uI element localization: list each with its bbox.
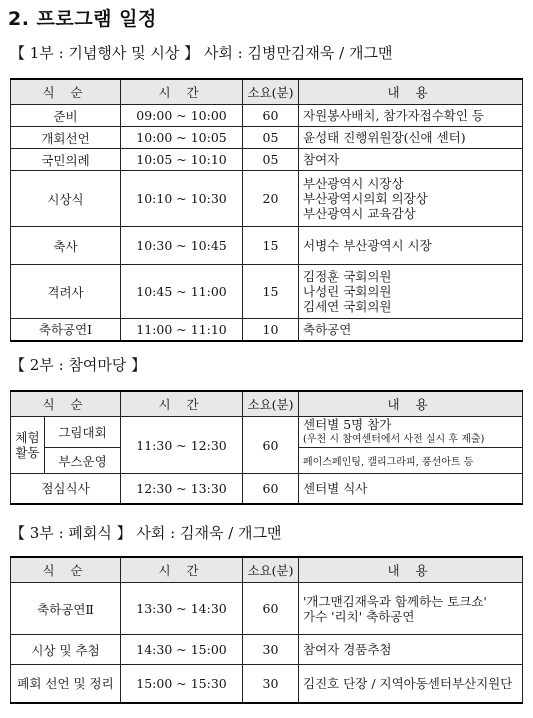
table-row <box>11 127 523 149</box>
time-cell: 10:00 ~ 10:05 <box>121 127 243 149</box>
minutes-cell: 30 <box>243 665 299 703</box>
section-heading-part3: 【 3부 : 폐회식 】 사회 : 김재욱 / 개그맨 <box>10 524 282 542</box>
sub-item: 그림대회 <box>45 417 121 448</box>
minutes-cell: 60 <box>243 583 299 635</box>
content-line: 부산광역시의회 의장상 <box>303 191 428 206</box>
content-cell <box>299 127 523 149</box>
order-cell: 축사 <box>11 227 121 265</box>
header-content: 내 용 <box>299 557 523 583</box>
minutes-cell: 20 <box>243 171 299 227</box>
table-row <box>11 665 523 703</box>
content-cell: 센터별 5명 참가 (우천 시 참여센터에서 사전 실시 후 제출) <box>299 417 523 448</box>
content-cell <box>299 665 523 703</box>
content-line: 김세연 국회의원 <box>303 299 392 314</box>
content-cell <box>299 227 523 265</box>
order-cell: 시상식 <box>11 171 121 227</box>
schedule-table-part2 <box>10 390 523 505</box>
order-cell: 준비 <box>11 105 121 127</box>
schedule-table-part1 <box>10 78 523 342</box>
table-row <box>11 635 523 665</box>
content-cell <box>299 583 523 635</box>
content-line: 김정훈 국회의원 <box>303 269 392 284</box>
header-order: 식 순 <box>11 557 121 583</box>
content-line: 김진호 단장 / 지역아동센터부산지원단 <box>303 675 513 691</box>
time-cell: 12:30 ~ 13:30 <box>121 474 243 504</box>
content-line: 서병수 부산광역시 시장 <box>303 238 432 253</box>
page-title: 2. 프로그램 일정 <box>8 8 157 30</box>
content-line: 가수 '리치' 축하공연 <box>303 608 415 624</box>
part3-body <box>11 583 523 703</box>
order-cell: 폐회 선언 및 정리 <box>11 665 121 703</box>
content-line: 부산광역시 시장상 <box>303 176 404 191</box>
time-cell: 15:00 ~ 15:30 <box>121 665 243 703</box>
part1-body <box>11 105 523 341</box>
minutes-cell: 05 <box>243 127 299 149</box>
time-cell: 10:30 ~ 10:45 <box>121 227 243 265</box>
content-cell: 센터별 식사 <box>299 474 523 504</box>
content-line: 자원봉사배치, 참가자접수확인 등 <box>303 108 484 123</box>
header-content: 내 용 <box>299 391 523 417</box>
header-content: 내 용 <box>299 79 523 105</box>
table-row <box>11 474 523 504</box>
time-cell: 14:30 ~ 15:00 <box>121 635 243 665</box>
order-cell: 개회선언 <box>11 127 121 149</box>
time-cell: 09:00 ~ 10:00 <box>121 105 243 127</box>
table-row <box>11 265 523 319</box>
header-time: 시 간 <box>121 79 243 105</box>
minutes-cell: 15 <box>243 265 299 319</box>
content-cell <box>299 265 523 319</box>
order-cell: 격려사 <box>11 265 121 319</box>
table-row <box>11 319 523 341</box>
time-cell: 10:45 ~ 11:00 <box>121 265 243 319</box>
table-row <box>11 227 523 265</box>
time-cell: 10:10 ~ 10:30 <box>121 171 243 227</box>
content-line: 나성린 국회의원 <box>303 284 392 299</box>
table-row <box>11 171 523 227</box>
content-cell <box>299 319 523 341</box>
minutes-cell: 15 <box>243 227 299 265</box>
time-cell: 10:05 ~ 10:10 <box>121 149 243 171</box>
header-order: 식 순 <box>11 391 121 417</box>
header-minutes: 소요(분) <box>243 391 299 417</box>
header-time: 시 간 <box>121 557 243 583</box>
time-cell: 11:00 ~ 11:10 <box>121 319 243 341</box>
content-line: '개그맨김재욱과 함께하는 토크쇼' <box>303 593 487 609</box>
content-line: 참여자 <box>303 152 340 167</box>
content-line: 참여자 경품추첨 <box>303 642 392 657</box>
header-time: 시 간 <box>121 391 243 417</box>
content-line: 부산광역시 교육감상 <box>303 206 416 221</box>
content-cell <box>299 171 523 227</box>
order-cell: 축하공연Ⅱ <box>11 583 121 635</box>
table-row <box>11 583 523 635</box>
order-cell: 점심식사 <box>11 474 121 504</box>
time-cell: 13:30 ~ 14:30 <box>121 583 243 635</box>
minutes-cell: 60 <box>243 417 299 474</box>
section-heading-part2: 【 2부 : 참여마당 】 <box>10 356 147 374</box>
table-row <box>11 149 523 171</box>
content-cell <box>299 635 523 665</box>
sub-item: 부스운영 <box>45 448 121 474</box>
content-cell <box>299 149 523 171</box>
content-cell: 페이스페인팅, 캘리그라피, 풍선아트 등 <box>299 448 523 474</box>
content-line: 윤성태 진행위원장(신애 센터) <box>303 130 466 145</box>
table-row <box>11 105 523 127</box>
minutes-cell: 05 <box>243 149 299 171</box>
table-row <box>11 417 523 448</box>
time-cell: 11:30 ~ 12:30 <box>121 417 243 474</box>
group-label: 체험 활동 <box>11 417 45 474</box>
order-cell: 시상 및 추첨 <box>11 635 121 665</box>
content-cell <box>299 105 523 127</box>
section-heading-part1: 【 1부 : 기념행사 및 시상 】 사회 : 김병만김재욱 / 개그맨 <box>10 44 393 62</box>
minutes-cell: 30 <box>243 635 299 665</box>
minutes-cell: 10 <box>243 319 299 341</box>
minutes-cell: 60 <box>243 474 299 504</box>
schedule-table-part3 <box>10 556 523 704</box>
header-order: 식 순 <box>11 79 121 105</box>
minutes-cell: 60 <box>243 105 299 127</box>
order-cell: 축하공연Ⅰ <box>11 319 121 341</box>
header-minutes: 소요(분) <box>243 557 299 583</box>
content-line: 축하공연 <box>303 321 352 337</box>
header-minutes: 소요(분) <box>243 79 299 105</box>
order-cell: 국민의례 <box>11 149 121 171</box>
